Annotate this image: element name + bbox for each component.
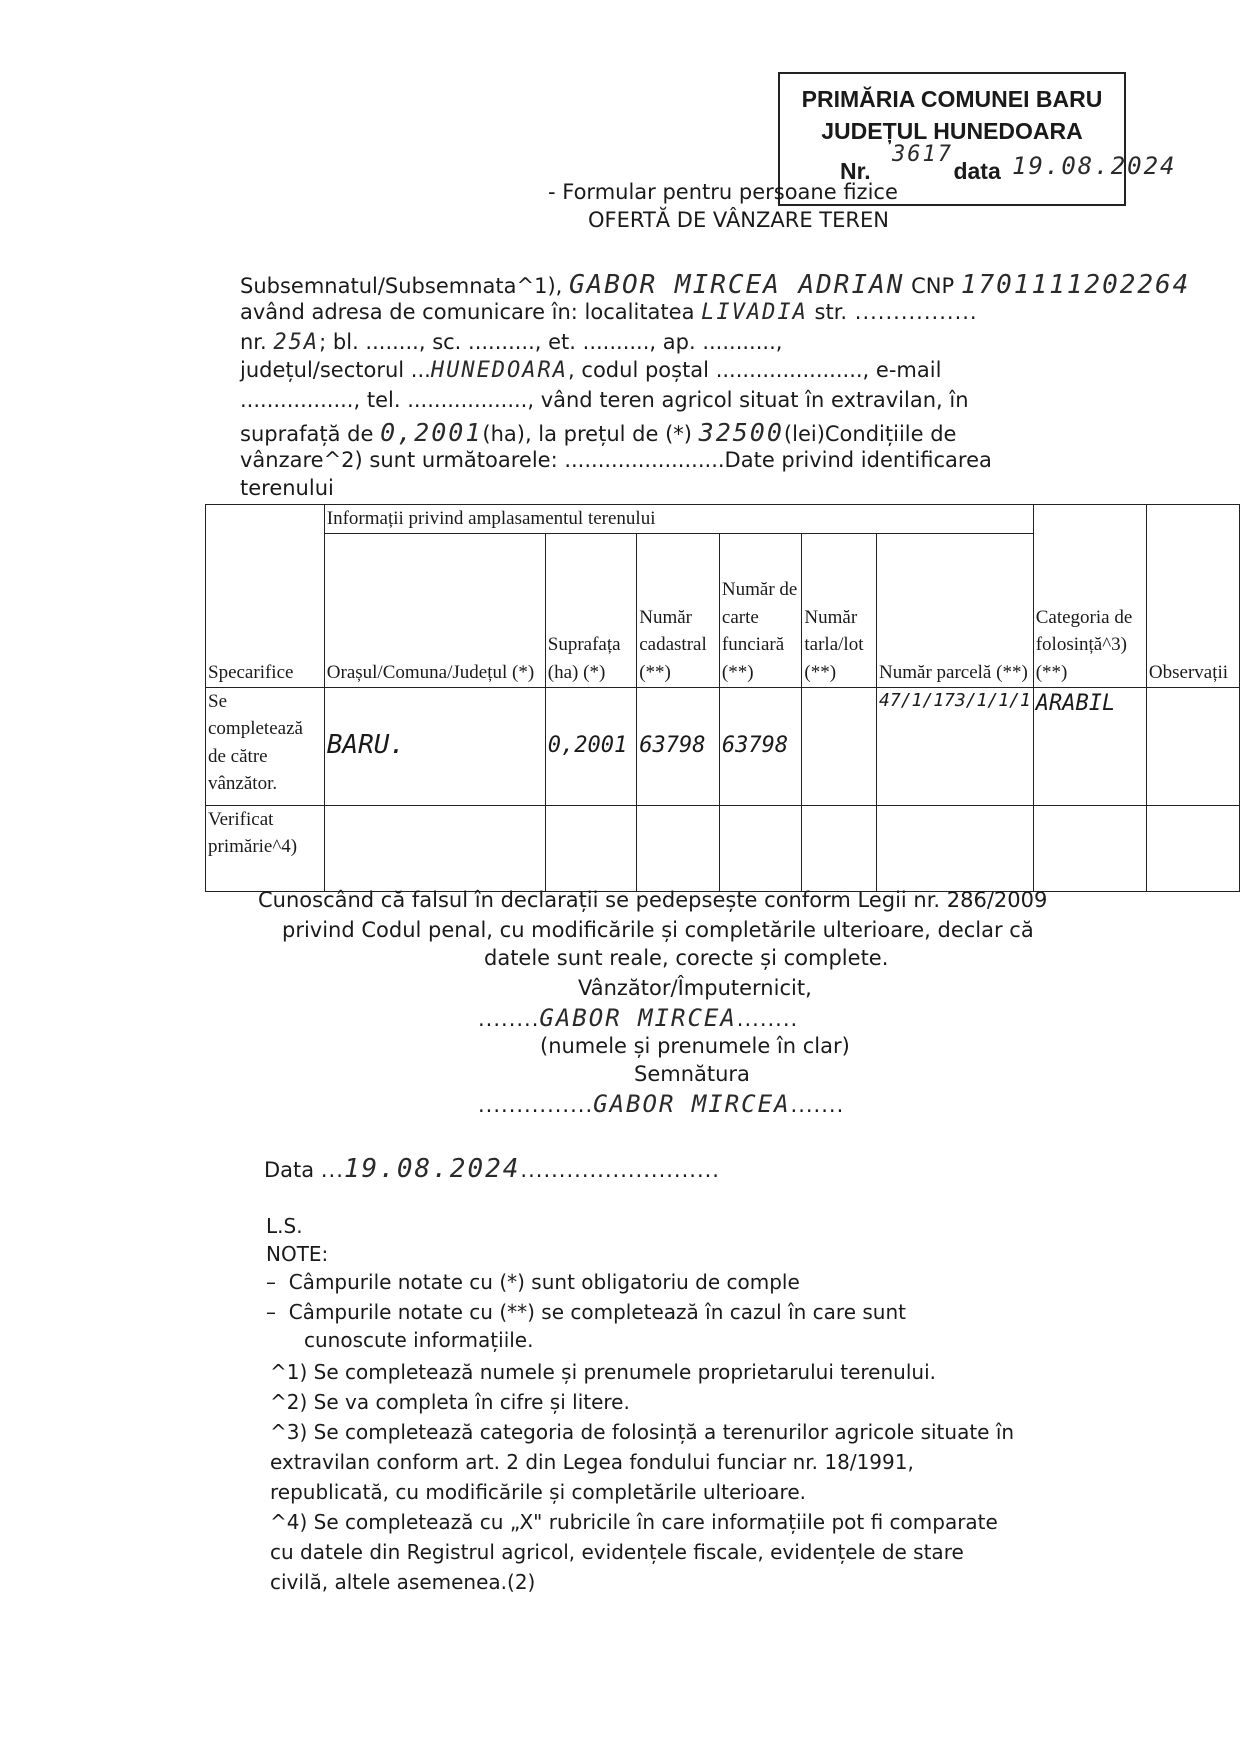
name-caption: (numele și prenumele în clar) [540,1034,850,1058]
area-value: 0,2001 [380,418,483,447]
cell-plot [802,805,877,891]
cell-land-book: 63798 [719,687,801,805]
body-line-5: ................., tel. .................., vând teren agricol situat în extravilan, în [240,388,969,412]
ls-label: L.S. [266,1214,303,1238]
cell-category: ARABIL [1033,687,1146,805]
cell-parcel: 47/1/173/1/1/1 [877,687,1034,805]
cell-observations [1146,805,1239,891]
footnote: republicată, cu modificările și completările ulterioare. [270,1480,806,1504]
body-line-7: vânzare^2) sunt următoarele: ........................Date privind identificarea [240,448,992,472]
cell-area: 0,2001 [545,687,636,805]
body-line-4: județul/sectorul ...HUNEDOARA, codul poștal ......................, e-mail [240,358,942,383]
cell-locality: BARU. [324,687,545,805]
cell-cadastral: 63798 [637,687,720,805]
footnote: extravilan conform art. 2 din Legea fondului funciar nr. 18/1991, [270,1450,914,1474]
col-header-area: Suprafața (ha) (*) [545,533,636,687]
signature-line: ...............GABOR MIRCEA....... [478,1090,845,1118]
table-row [206,805,1240,891]
nr-value: 25A [273,330,320,355]
declaration-line-3: datele sunt reale, corecte și complete. [484,946,889,970]
notes-title: NOTE: [266,1242,329,1266]
declaration-line-2: privind Codul penal, cu modificările și completările ulterioare, declar că [282,918,1034,942]
stamp-line-2: JUDEȚUL HUNEDOARA [821,118,1083,144]
note-item: cunoscute informațiile. [304,1328,534,1352]
row-label: Verificat primărie^4) [206,805,325,891]
land-info-table [205,504,1240,892]
seller-name: GABOR MIRCEA ADRIAN [569,270,905,300]
footnote: civilă, altele asemenea.(2) [270,1570,536,1594]
row-label: Se completează de către vânzător. [206,687,325,805]
col-header-land-book: Număr de carte funciară (**) [719,533,801,687]
date-line: Data ...19.08.2024.......................... [264,1154,720,1184]
stamp-line-1: PRIMĂRIA COMUNEI BARU [801,86,1103,112]
stamp-registration-number: 3617 [892,142,953,167]
stamp-registration-date: 19.08.2024 [1012,152,1177,180]
body-line-1: Subsemnatul/Subsemnata^1), GABOR MIRCEA ADRIAN CNP 1701111202264 [240,270,1191,300]
col-header-parcel: Număr parcelă (**) [877,533,1034,687]
county-value: HUNEDOARA [430,358,569,383]
footnote: ^2) Se va completa în cifre și litere. [270,1390,630,1414]
cell-area [545,805,636,891]
cnp-value: 1701111202264 [960,270,1191,300]
footnote: ^3) Se completează categoria de folosință a terenurilor agricole situate în [270,1420,1015,1444]
cell-parcel [877,805,1034,891]
form-for-line: - Formular pentru persoane fizice [548,180,898,204]
cell-cadastral [637,805,720,891]
footnote: ^1) Se completează numele și prenumele proprietarului terenului. [270,1360,936,1384]
note-item: – Câmpurile notate cu (**) se completează în cazul în care sunt [266,1300,906,1324]
body-line-2: având adresa de comunicare în: localitatea LIVADIA str. ................ [240,300,978,325]
col-header-category: Categoria de folosință^3) (**) [1033,505,1146,688]
table-row [206,687,1240,805]
price-value: 32500 [698,418,784,447]
footnote: ^4) Se completează cu „X" rubricile în care informațiile pot fi comparate [270,1510,998,1534]
stamp-line-3: Nr. data [840,158,1001,184]
row-header-col: Specarifice [206,505,325,688]
col-header-plot: Număr tarla/lot (**) [802,533,877,687]
note-item: – Câmpurile notate cu (*) sunt obligatoriu de comple [266,1270,800,1294]
seller-role-label: Vânzător/Împuternicit, [578,976,812,1000]
signature: GABOR MIRCEA [593,1090,791,1118]
date-value: 19.08.2024 [343,1154,521,1184]
body-line-6: suprafață de 0,2001(ha), la prețul de (*) 32500(lei)Condițiile de [240,418,957,447]
cell-land-book [719,805,801,891]
cell-locality [324,805,545,891]
seller-printed-name: GABOR MIRCEA [539,1004,737,1032]
locality-value: LIVADIA [701,300,808,325]
cell-plot [802,687,877,805]
footnote: cu datele din Registrul agricol, evidențele fiscale, evidențele de stare [270,1540,964,1564]
document-title: OFERTĂ DE VÂNZARE TEREN [588,208,889,232]
group-header: Informații privind amplasamentul terenului [324,505,1033,534]
cell-category [1033,805,1146,891]
col-header-cadastral: Număr cadastral (**) [637,533,720,687]
col-header-locality: Orașul/Comuna/Județul (*) [324,533,545,687]
cell-observations [1146,687,1239,805]
col-header-observations: Observații [1146,505,1239,688]
body-line-3: nr. 25A; bl. ........, sc. .........., et. .........., ap. ..........., [240,330,783,355]
seller-name-line: ........GABOR MIRCEA........ [478,1004,799,1032]
body-line-8: terenului [240,476,334,500]
signature-label: Semnătura [634,1062,750,1086]
declaration-line-1: Cunoscând că falsul în declarații se pedepsește conform Legii nr. 286/2009 [258,888,1048,912]
